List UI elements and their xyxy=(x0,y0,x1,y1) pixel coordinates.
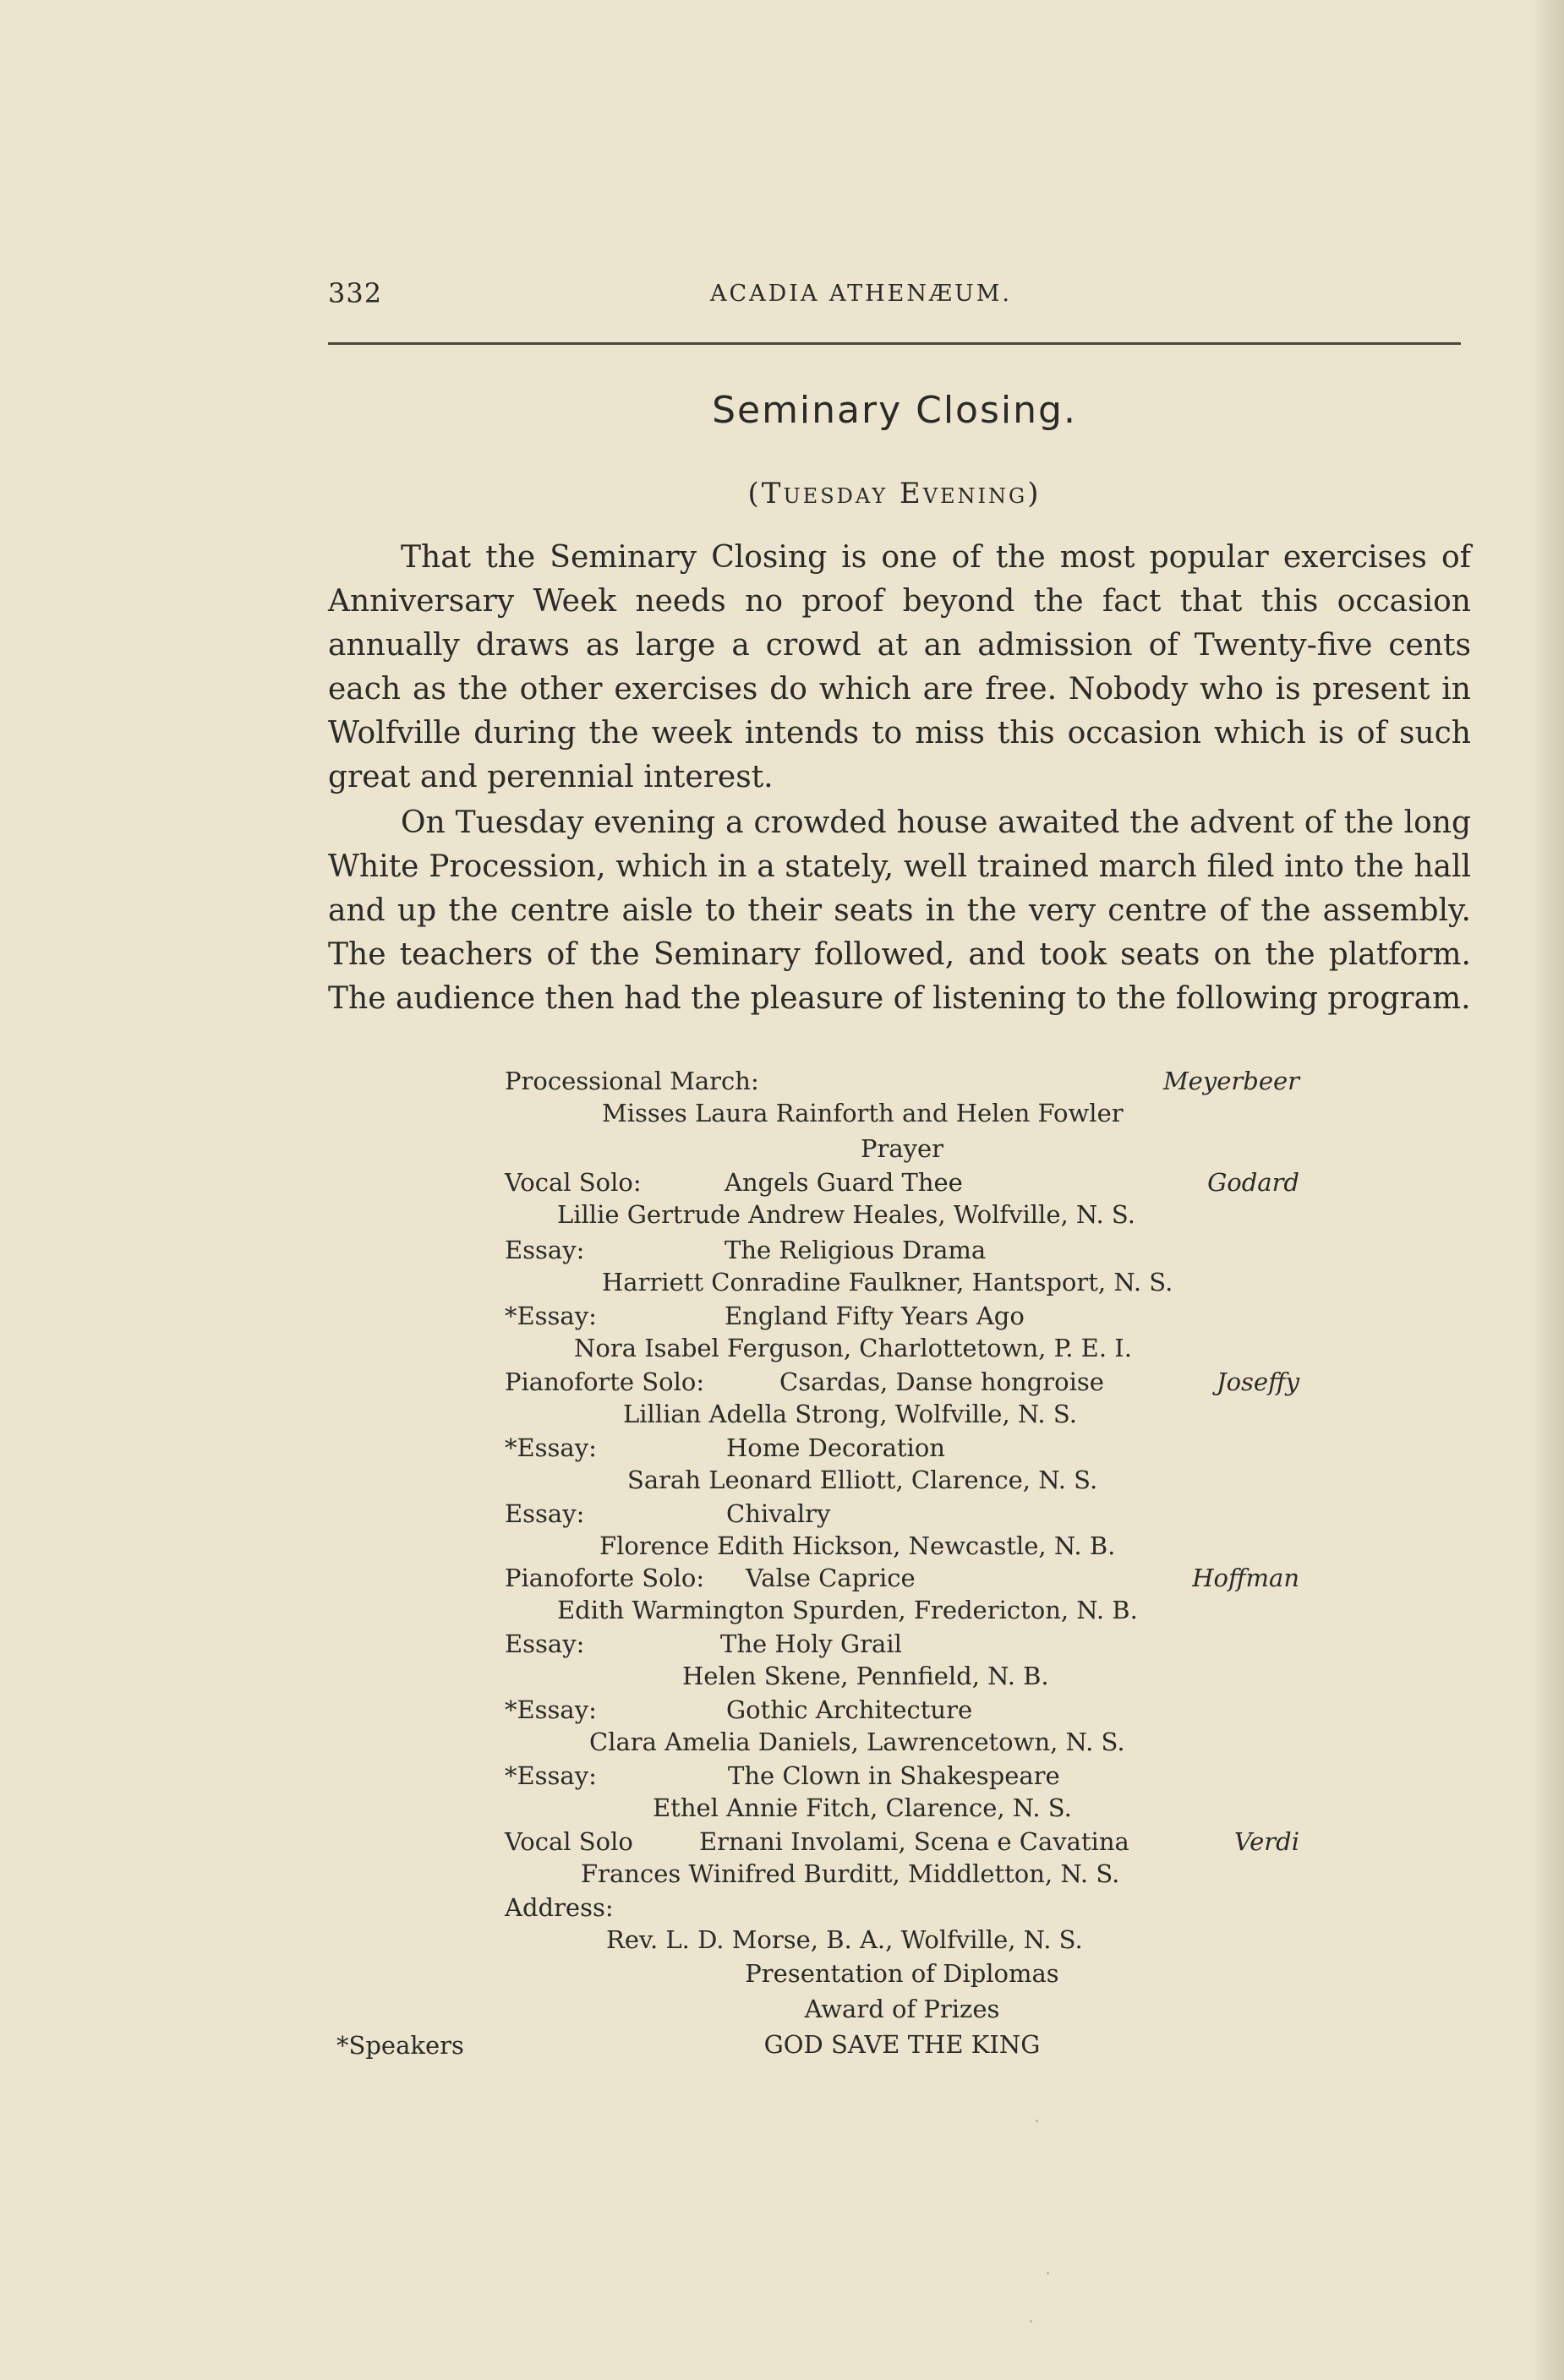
program-item-composer: Godard xyxy=(1207,1168,1299,1197)
program-item-label: Processional March: xyxy=(505,1067,759,1095)
program-item-label: *Essay: xyxy=(505,1433,597,1462)
program-item xyxy=(505,1433,1299,1467)
speakers-footnote: *Speakers xyxy=(336,2031,464,2060)
program-center-line xyxy=(505,2030,1299,2064)
header-rule xyxy=(328,342,1461,345)
program-performer-line xyxy=(505,1099,1299,1133)
program-item-title: Csardas, Danse hongroise xyxy=(779,1367,1104,1396)
program-item-label: *Essay: xyxy=(505,1302,597,1330)
program-performer-line xyxy=(505,1728,1299,1761)
program-item-title: Gothic Architecture xyxy=(726,1695,973,1724)
program-performer-line xyxy=(505,1859,1299,1893)
paper-speck xyxy=(1030,2320,1032,2323)
program-performer-line xyxy=(505,1400,1299,1433)
program-item-title: England Fifty Years Ago xyxy=(725,1302,1025,1330)
program-item-title: Home Decoration xyxy=(726,1433,945,1462)
program-item xyxy=(505,1695,1299,1729)
program-performer: Edith Warmington Spurden, Fredericton, N. B. xyxy=(557,1596,1138,1624)
program-performer-line xyxy=(505,1268,1299,1302)
article-title: Seminary Closing. xyxy=(712,389,1077,432)
program-item-label: Vocal Solo xyxy=(505,1827,633,1856)
program-item-label: Pianoforte Solo: xyxy=(505,1564,705,1592)
program-performer-line xyxy=(505,1466,1299,1499)
program-performer: Rev. L. D. Morse, B. A., Wolfville, N. S. xyxy=(606,1925,1083,1954)
program-item xyxy=(505,1067,1299,1100)
program-center-line xyxy=(505,1959,1299,1993)
program-center-text: Award of Prizes xyxy=(804,1995,1000,2023)
program-item xyxy=(505,1827,1299,1861)
paragraph-2: On Tuesday evening a crowded house awaited the advent of the long White Procession, which in a stately, well trained march filed into the hall and up the centre aisle to their seats in the very centre of the assembly. The teachers of the Seminary followed, and took seats on the platform. The audience then had the pleasure of listening to the following program. xyxy=(328,805,1471,1016)
program-center-text: GOD SAVE THE KING xyxy=(763,2030,1041,2059)
program-performer-line xyxy=(505,1662,1299,1695)
program-item-label: *Essay: xyxy=(505,1761,597,1790)
program-item-composer: Verdi xyxy=(1233,1827,1299,1856)
program-item-composer: Hoffman xyxy=(1192,1564,1299,1592)
program-performer: Lillian Adella Strong, Wolfville, N. S. xyxy=(623,1400,1077,1428)
paper-speck xyxy=(1047,2272,1049,2274)
program-item-title: Valse Caprice xyxy=(746,1564,916,1592)
program-performer: Sarah Leonard Elliott, Clarence, N. S. xyxy=(627,1466,1098,1494)
program-item xyxy=(505,1302,1299,1335)
paper-speck xyxy=(1036,2120,1038,2122)
page-edge-shadow xyxy=(1530,0,1564,2380)
page-number: 332 xyxy=(328,277,383,309)
program-item-label: *Essay: xyxy=(505,1695,597,1724)
program-item-composer: Joseffy xyxy=(1216,1367,1299,1396)
program-center-line xyxy=(505,1995,1299,2028)
program-item-label: Vocal Solo: xyxy=(505,1168,642,1197)
program-item-title: The Holy Grail xyxy=(720,1629,902,1658)
program-performer: Frances Winifred Burditt, Middletton, N. S. xyxy=(581,1859,1120,1888)
program-performer: Clara Amelia Daniels, Lawrencetown, N. S. xyxy=(589,1728,1125,1756)
program-item-composer: Meyerbeer xyxy=(1162,1067,1299,1095)
program-performer-line xyxy=(505,1925,1299,1959)
program-item-label: Address: xyxy=(505,1893,614,1922)
program-item xyxy=(505,1564,1299,1597)
program-item-title: Ernani Involami, Scena e Cavatina xyxy=(699,1827,1129,1856)
program-performer-line xyxy=(505,1793,1299,1827)
program-item xyxy=(505,1236,1299,1269)
program-performer: Helen Skene, Pennfield, N. B. xyxy=(682,1662,1049,1690)
program-performer: Nora Isabel Ferguson, Charlottetown, P. E. I. xyxy=(574,1334,1132,1362)
program-performer-line xyxy=(505,1334,1299,1367)
paragraph-1: That the Seminary Closing is one of the most popular exercises of Anniversary Week needs no proof beyond the fact that this occasion annually draws as large a crowd at an admission of Twenty-five cents each as the other exercises do which are free. Nobody who is present in Wolfville during the week intends to miss this occasion which is of such great and perennial interest. xyxy=(328,540,1471,794)
program-performer: Misses Laura Rainforth and Helen Fowler xyxy=(602,1099,1124,1127)
running-head xyxy=(328,277,1461,319)
program-performer: Florence Edith Hickson, Newcastle, N. B. xyxy=(599,1531,1116,1560)
program-item-label: Pianoforte Solo: xyxy=(505,1367,705,1396)
program-performer-line xyxy=(505,1596,1299,1629)
program-performer-line xyxy=(505,1200,1299,1234)
journal-title: ACADIA ATHENÆUM. xyxy=(710,281,1012,307)
program-center-text: Prayer xyxy=(860,1134,944,1163)
program-performer: Ethel Annie Fitch, Clarence, N. S. xyxy=(653,1793,1072,1822)
program-center-line xyxy=(505,1134,1299,1168)
program-item-label: Essay: xyxy=(505,1629,585,1658)
program-item-title: Chivalry xyxy=(726,1499,831,1528)
program-item xyxy=(505,1168,1299,1202)
program-item xyxy=(505,1893,1299,1927)
program-item xyxy=(505,1367,1299,1401)
program-item xyxy=(505,1629,1299,1663)
program-item-title: The Religious Drama xyxy=(725,1236,987,1264)
program-performer: Harriett Conradine Faulkner, Hantsport, N. S. xyxy=(602,1268,1173,1296)
program-item-label: Essay: xyxy=(505,1499,585,1528)
program-item-title: The Clown in Shakespeare xyxy=(728,1761,1060,1790)
program-center-text: Presentation of Diplomas xyxy=(745,1959,1059,1988)
program-item xyxy=(505,1499,1299,1533)
program-item-label: Essay: xyxy=(505,1236,585,1264)
article-subtitle: (Tuesday Evening) xyxy=(747,477,1042,510)
program-performer-line xyxy=(505,1531,1299,1565)
program-performer: Lillie Gertrude Andrew Heales, Wolfville, N. S. xyxy=(557,1200,1135,1229)
program-item-title: Angels Guard Thee xyxy=(725,1168,963,1197)
program-item xyxy=(505,1761,1299,1795)
